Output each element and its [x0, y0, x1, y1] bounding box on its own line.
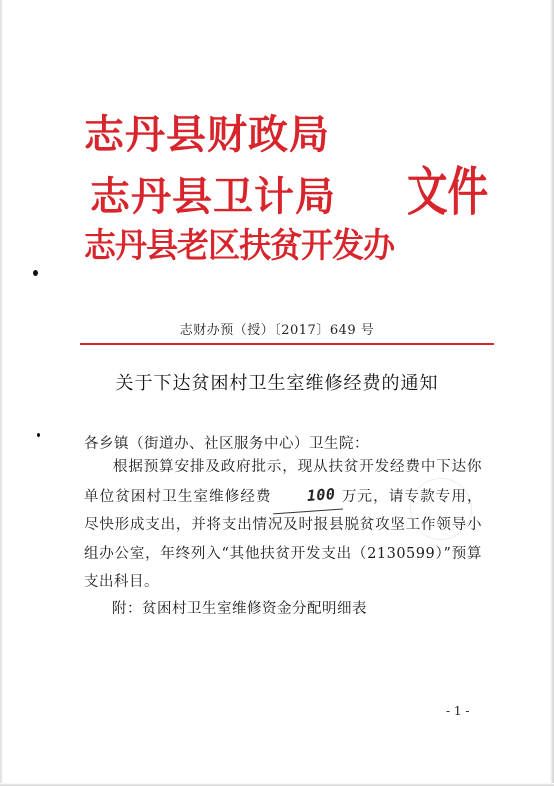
issuer-finance-bureau: 志丹县财政局: [84, 111, 330, 158]
body-paragraph: [84, 453, 482, 597]
body-text-before-amount: 根据预算安排及政府批示，现从扶贫开发经费中下达你单位贫困村卫生室维修经费: [84, 459, 482, 505]
notice-title: 关于下达贫困村卫生室维修经费的通知: [115, 373, 439, 394]
document-number: 志财办预（授）〔2017〕649 号: [179, 323, 375, 338]
issuer-poverty-office: 志丹县老区扶贫开发办: [84, 226, 395, 266]
red-masthead: [0, 0, 554, 290]
scan-speck: [37, 433, 40, 437]
page-number: - 1 -: [446, 704, 470, 718]
scan-speck: [33, 270, 38, 276]
issuer-health-bureau: 志丹县卫计局: [90, 173, 336, 220]
body-text-after-amount: 万元，请专款专用，尽快形成支出，并将支出情况及时报县脱贫攻坚工作领导小组办公室，年终列入“其他扶贫开发支出（2130599）”预算支出科目。: [84, 488, 483, 590]
addressee: 各乡镇（街道办、社区服务中心）卫生院：: [84, 436, 369, 452]
doc-type-label: 文件: [407, 162, 489, 223]
handwritten-amount: 100: [271, 479, 342, 513]
red-separator-line: [80, 343, 494, 345]
attachment-line: 附：贫困村卫生室维修资金分配明细表: [112, 601, 367, 617]
